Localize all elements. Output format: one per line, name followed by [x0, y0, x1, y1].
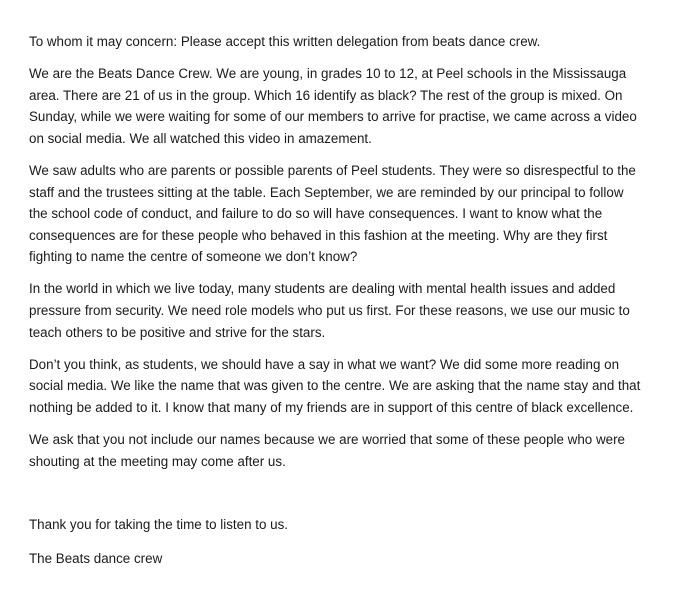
paragraph-mental-health: In the world in which we live today, many students are dealing with mental health issues and added pressure from security. We need role models who put us first. For these reasons, we use our music to teach others to be positive and strive for the stars. [29, 281, 630, 340]
salutation: To whom it may concern: Please accept this written delegation from beats dance crew. [29, 34, 541, 49]
paragraph-meeting-conduct: We saw adults who are parents or possible parents of Peel students. They were so disrespectful to the staff and the trustees sitting at the table. Each September, we are reminded by our principal to follow the school code of conduct, and failure to do so will have consequences. I want to know what the consequences are for these people who behaved in this fashion at the meeting. Why are they first fighting to name the centre of someone we don’t know? [29, 162, 636, 265]
paragraph-name-request: Don’t you think, as students, we should have a say in what we want? We did some more reading on social media. We like the name that was given to the centre. We are asking that the name stay and that nothing be added to it. I know that many of my friends are in support of this centre of black excellence. [29, 356, 641, 415]
paragraph-anonymity: We ask that you not include our names because we are worried that some of these people who were shouting at the meeting may come after us. [29, 432, 625, 469]
signature: The Beats dance crew [29, 550, 163, 566]
paragraph-intro: We are the Beats Dance Crew. We are young, in grades 10 to 12, at Peel schools in the Mississauga area. There are 21 of us in the group. Which 16 identify as black? The rest of the group is mixed. On Sunday, while we were waiting for some of our members to arrive for practise, we came across a video on social media. We all watched this video in amazement. [29, 66, 637, 146]
letter-body [29, 31, 643, 580]
closing-line: Thank you for taking the time to listen to us. [29, 517, 289, 533]
